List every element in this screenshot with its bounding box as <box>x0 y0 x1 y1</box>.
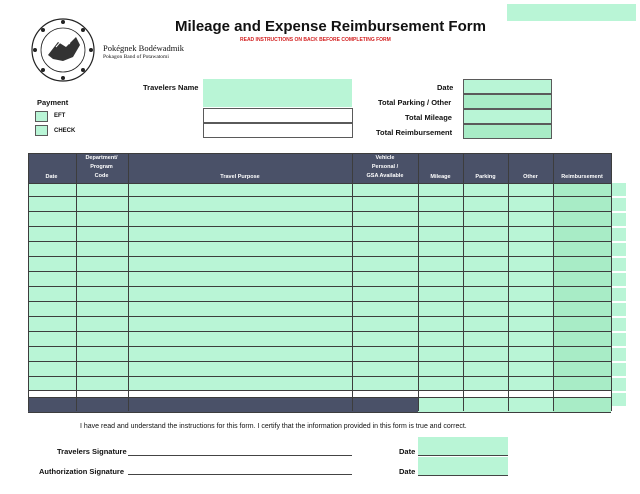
pokagon-seal-logo <box>28 17 98 83</box>
total-other-cell <box>508 397 553 412</box>
eft-checkbox[interactable] <box>35 111 48 122</box>
grid-row-line <box>28 153 611 154</box>
table-spacer-row <box>28 390 611 397</box>
grid-row-line <box>28 211 611 212</box>
side-marker <box>612 288 626 301</box>
grid-row-line <box>28 256 611 257</box>
total-mileage-label: Total Mileage <box>405 113 452 122</box>
grid-row-line <box>28 241 611 242</box>
grid-row-line <box>28 376 611 377</box>
payment-detail-input-1[interactable] <box>203 108 353 123</box>
grid-column-line <box>508 153 509 411</box>
col-mileage: Mileage <box>430 174 451 180</box>
authorization-signature-line[interactable] <box>128 474 352 475</box>
totals-bar <box>28 397 418 412</box>
side-marker <box>612 348 626 361</box>
travelers-date-input[interactable] <box>418 437 508 456</box>
col-date: Date <box>45 174 58 180</box>
org-name: Pokégnek Bodéwadmik <box>103 43 184 53</box>
certification-text: I have read and understand the instructions for this form. I certify that the information provided in this form is true and correct. <box>80 423 467 430</box>
side-marker <box>612 363 626 376</box>
total-parking-value <box>463 94 552 109</box>
grid-row-line <box>28 397 611 398</box>
grid-row-line <box>28 361 611 362</box>
side-marker <box>612 378 626 391</box>
grid-row-line <box>28 286 611 287</box>
grid-row-line <box>28 271 611 272</box>
travelers-date-label: Date <box>399 447 416 456</box>
travelers-name-label: Travelers Name <box>143 83 199 92</box>
grid-row-line <box>28 390 611 391</box>
total-parking-cell <box>463 397 508 412</box>
side-marker <box>612 303 626 316</box>
side-marker <box>612 213 626 226</box>
grid-row-line <box>28 196 611 197</box>
payment-detail-input-2[interactable] <box>203 123 353 138</box>
side-marker <box>612 318 626 331</box>
date-input[interactable] <box>463 79 552 94</box>
date-label: Date <box>437 83 454 92</box>
total-mileage-cell <box>418 397 463 412</box>
total-reimbursement-value <box>463 124 552 139</box>
grid-row-line <box>28 183 611 184</box>
grid-row-line <box>28 331 611 332</box>
total-reimbursement-label: Total Reimbursement <box>376 128 453 137</box>
travelers-signature-line[interactable] <box>128 455 352 456</box>
total-parking-label: Total Parking / Other <box>378 98 452 107</box>
grid-column-line <box>463 153 464 411</box>
form-title: Mileage and Expense Reimbursement Form <box>175 18 486 35</box>
travelers-address-input[interactable] <box>203 94 352 107</box>
side-marker <box>612 228 626 241</box>
grid-column-line <box>28 153 29 411</box>
grid-row-line <box>28 346 611 347</box>
grid-column-line <box>76 153 77 411</box>
col-department: Department/ Program Code <box>85 155 118 179</box>
side-marker <box>612 258 626 271</box>
col-other: Other <box>523 174 538 180</box>
travelers-name-input[interactable] <box>203 79 352 94</box>
col-parking: Parking <box>475 174 496 180</box>
col-travel-purpose: Travel Purpose <box>220 174 260 180</box>
grid-column-line <box>352 153 353 411</box>
check-label: CHECK <box>54 128 76 134</box>
col-reimbursement: Reimbursement <box>561 174 603 180</box>
grid-row-line <box>28 412 611 413</box>
org-subtitle: Pokagon Band of Potawatomi <box>103 54 169 60</box>
grid-column-line <box>128 153 129 411</box>
total-mileage-value <box>463 109 552 124</box>
authorization-date-input[interactable] <box>418 457 508 476</box>
check-checkbox[interactable] <box>35 125 48 136</box>
grid-column-line <box>553 153 554 411</box>
authorization-date-label: Date <box>399 467 416 476</box>
payment-label: Payment <box>37 98 69 107</box>
total-reimbursement-cell <box>553 397 611 412</box>
travelers-signature-label: Travelers Signature <box>57 447 127 456</box>
side-marker <box>612 243 626 256</box>
side-marker <box>612 198 626 211</box>
instruction-note: READ INSTRUCTIONS ON BACK BEFORE COMPLETING FORM <box>240 37 391 43</box>
authorization-signature-label: Authorization Signature <box>39 467 124 476</box>
side-marker <box>612 333 626 346</box>
side-marker <box>612 393 626 406</box>
grid-column-line <box>418 153 419 411</box>
side-marker <box>612 183 626 196</box>
side-marker <box>612 273 626 286</box>
eft-label: EFT <box>54 113 66 119</box>
form-id-field[interactable] <box>507 4 636 21</box>
grid-row-line <box>28 316 611 317</box>
col-vehicle: Vehicle Personal / GSA Available <box>366 155 404 179</box>
grid-row-line <box>28 301 611 302</box>
grid-row-line <box>28 226 611 227</box>
